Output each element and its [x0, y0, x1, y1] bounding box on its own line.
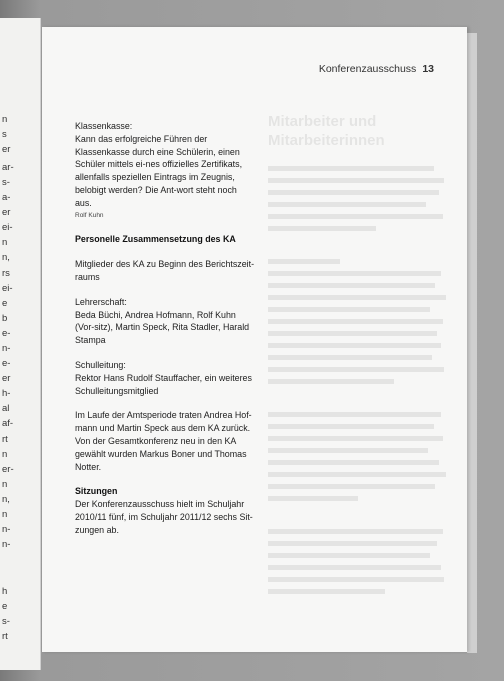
left-page-fragment: af-	[2, 418, 14, 429]
left-page-fragment: e-	[2, 328, 11, 339]
left-page-fragment: h-	[2, 388, 11, 399]
left-page-fragment: er-	[2, 464, 14, 475]
running-header	[319, 63, 434, 75]
section-heading-sitzungen: Sitzungen	[75, 486, 118, 497]
document-page	[42, 27, 467, 652]
left-page-fragment: h	[2, 586, 8, 597]
header-title: Konferenzausschuss	[318, 63, 417, 75]
lehrerschaft-text: Beda Büchi, Andrea Hofmann, Rolf Kuhn (Vor-sitz), Martin Speck, Rita Stadler, Harald Stampa	[75, 309, 250, 346]
page-edge-shadow	[467, 33, 477, 653]
left-page-fragment: n-	[2, 524, 11, 535]
left-page-fragment: ei-	[2, 222, 13, 233]
left-page-fragment: n	[2, 449, 8, 460]
left-page-fragment: s-	[2, 616, 10, 627]
left-page-fragment: n	[2, 114, 8, 125]
author-signature: Rolf Kuhn	[75, 211, 104, 219]
left-page-fragment: e-	[2, 358, 11, 369]
schulleitung-label: Schulleitung:	[75, 359, 126, 370]
schulleitung-text: Rektor Hans Rudolf Stauffacher, ein weiteres Schulleitungsmitglied	[75, 372, 252, 396]
page-number: 13	[422, 63, 434, 75]
left-page-fragment: s	[2, 129, 7, 140]
left-page-fragment: n-	[2, 343, 11, 354]
left-page-fragment: e	[2, 601, 8, 612]
left-page-fragment: er	[2, 144, 11, 155]
left-page-fragment: n	[2, 237, 8, 248]
left-page-fragment: n,	[2, 494, 10, 505]
left-page-fragment: n	[2, 509, 8, 520]
section-heading-zusammensetzung: Personelle Zusammensetzung des KA	[75, 234, 236, 245]
left-page-fragment: er	[2, 373, 11, 384]
show-through-title: Mitarbeiter und Mitarbeiterinnen	[268, 113, 385, 149]
left-page-fragment: ar-	[2, 162, 14, 173]
klassenkasse-text: Kann das erfolgreiche Führen der Klassenkasse durch eine Schülerin, einen Schüler mittels ei-nes offizielles Zertifikats, allenfalls speziellen Eintrags im Zeugnis, belobigt werden? Die Ant-wort steht noch aus.	[75, 133, 243, 208]
show-through-column	[268, 112, 448, 622]
members-intro: Mitglieder des KA zu Beginn des Berichtszeit-raums	[75, 259, 255, 282]
sitzungen-text: Der Konferenzausschuss hielt im Schuljahr 2010/11 fünf, im Schuljahr 2011/12 sechs Sit-zungen ab.	[75, 499, 253, 535]
left-page-fragment: e	[2, 298, 8, 309]
left-page-fragment: rs	[2, 268, 10, 279]
lehrerschaft-label: Lehrerschaft:	[75, 296, 127, 307]
left-page-fragment: n-	[2, 539, 11, 550]
left-page-fragment: rt	[2, 434, 8, 445]
left-page-fragment: b	[2, 313, 8, 324]
left-page-fragment: n	[2, 479, 8, 490]
left-page-fragment: a-	[2, 192, 11, 203]
membership-changes: Im Laufe der Amtsperiode traten Andrea Hof-mann und Martin Speck aus dem KA zurück. Von der Gesamtkonferenz neu in den KA gewählt wurden Markus Boner und Thomas Notter.	[75, 410, 252, 472]
left-page-edge	[0, 18, 41, 670]
left-page-fragment: s-	[2, 177, 10, 188]
klassenkasse-label: Klassenkasse:	[75, 121, 133, 131]
left-page-fragment: ei-	[2, 283, 13, 294]
left-page-fragment: al	[2, 403, 10, 414]
left-page-fragment: n,	[2, 252, 10, 263]
main-column	[75, 120, 255, 537]
left-page-fragment: er	[2, 207, 11, 218]
left-page-fragment: rt	[2, 631, 8, 642]
